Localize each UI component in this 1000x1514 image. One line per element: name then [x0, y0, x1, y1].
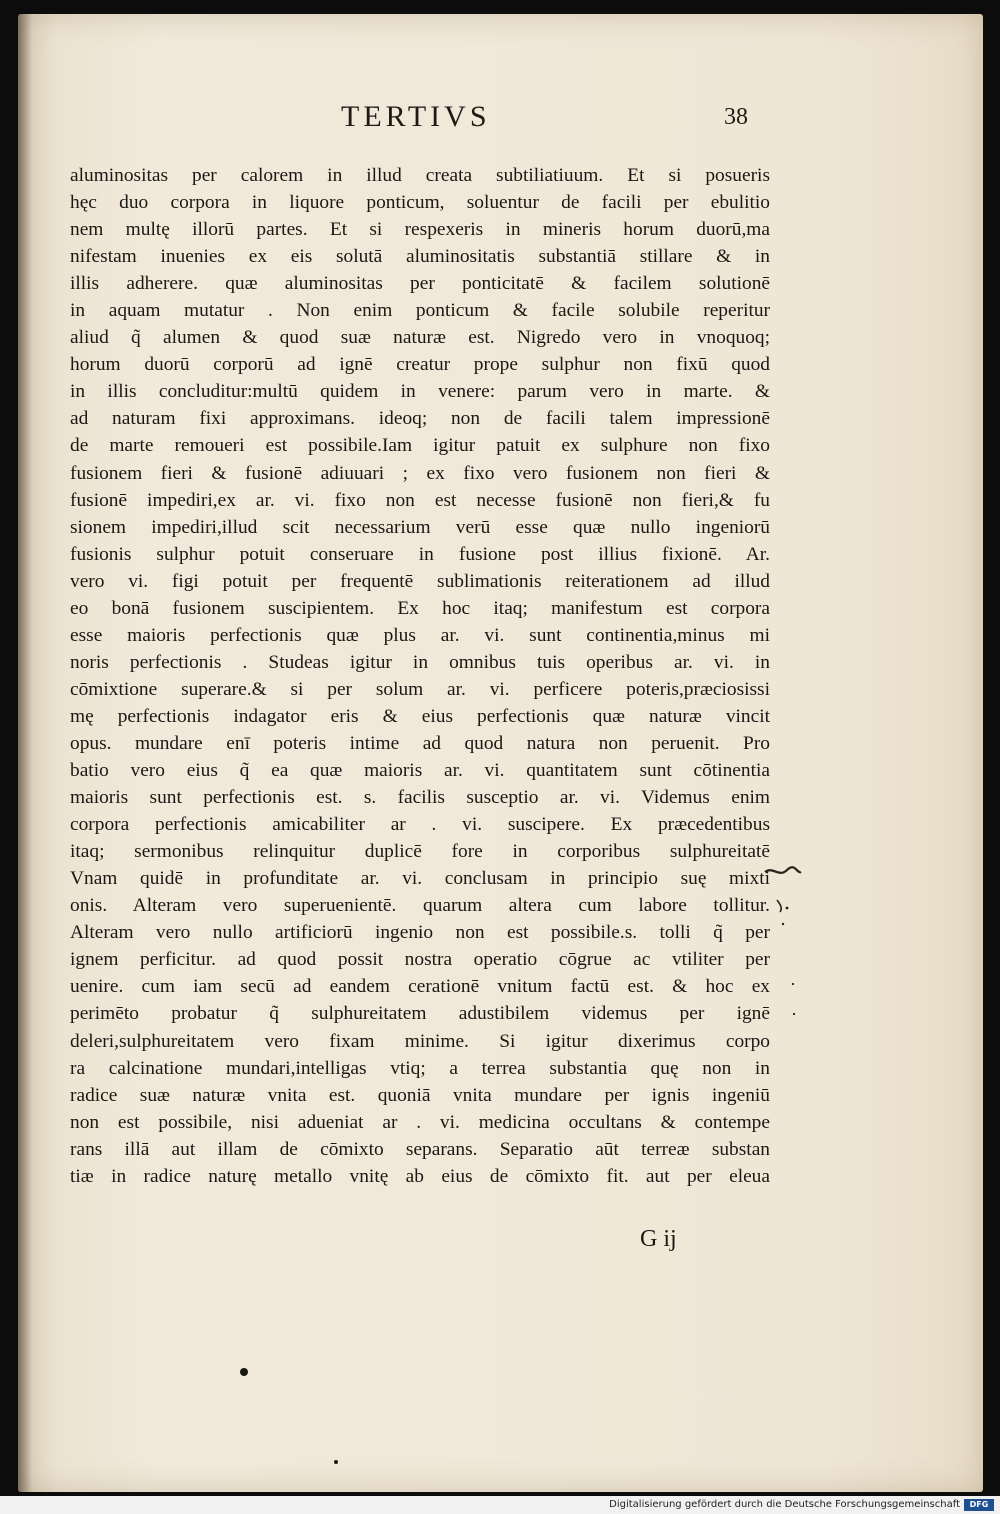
text-line: tiæ in radice naturę metallo vnitę ab eius de cōmixto fit. aut per eleua: [70, 1165, 770, 1187]
text-line: horum duorū corporū ad ignē creatur prope sulphur non fixū quod: [70, 354, 770, 376]
marginal-annotation-icon: [763, 864, 803, 1034]
text-line: in aquam mutatur . Non enim ponticum & facile solubile reperitur: [70, 300, 770, 322]
text-line: in illis concluditur:multū quidem in venere: parum vero in marte. &: [70, 381, 770, 403]
signature-mark: G ij: [640, 1226, 677, 1252]
text-line: ra calcinatione mundari,intelligas vtiq; a terrea substantia quę non in: [70, 1057, 770, 1079]
folio-number: 38: [724, 104, 748, 130]
text-line: rans illā aut illam de cōmixto separans. Separatio aūt terreæ substan: [70, 1138, 770, 1160]
text-line: Alteram vero nullo artificiorū ingenio non est possibile.s. tolli q̃ per: [70, 922, 770, 944]
text-line: radice suæ naturæ vnita est. quoniā vnita mundare per ignis ingeniū: [70, 1084, 770, 1106]
text-line: opus. mundare enī poteris intime ad quod natura non peruenit. Pro: [70, 732, 770, 754]
text-line: maioris sunt perfectionis est. s. facilis susceptio ar. vi. Videmus enim: [70, 787, 770, 809]
digitization-credit: Digitalisierung gefördert durch die Deutsche Forschungsgemeinschaft: [609, 1499, 960, 1510]
text-line: sionem impediri,illud scit necessarium verū esse quæ nullo ingeniorū: [70, 516, 770, 538]
text-line: fusionē impediri,ex ar. vi. fixo non est necesse fusionē non fieri,& fu: [70, 489, 770, 511]
book-page: [18, 14, 983, 1492]
gutter-shadow: [18, 14, 32, 1492]
text-line: fusionem fieri & fusionē adiuuari ; ex fixo vero fusionem non fieri &: [70, 462, 770, 484]
body-text: [70, 162, 770, 1190]
text-line: illis adherere. quæ aluminositas per ponticitatē & facilem solutionē: [70, 273, 770, 295]
text-line: itaq; sermonibus relinquitur duplicē fore in corporibus sulphureitatē: [70, 841, 770, 863]
text-line: mę perfectionis indagator eris & eius perfectionis quæ naturæ vincit: [70, 705, 770, 727]
digitization-footer: [0, 1496, 1000, 1514]
ink-dot: [240, 1368, 248, 1376]
text-line: deleri,sulphureitatem vero fixam minime. Si igitur dixerimus corpo: [70, 1030, 770, 1052]
dfg-logo-icon: DFG: [964, 1499, 994, 1511]
text-line: non est possibile, nisi adueniat ar . vi. medicina occultans & contempe: [70, 1111, 770, 1133]
text-line: onis. Alteram vero superuenientē. quarum altera cum labore tollitur.: [70, 895, 770, 917]
text-line: nifestam inuenies ex eis solutā aluminositatis substantiā stillare & in: [70, 246, 770, 268]
text-line: hęc duo corpora in liquore ponticum, soluentur de facili per ebulitio: [70, 192, 770, 214]
text-line: esse maioris perfectionis quæ plus ar. vi. sunt continentia,minus mi: [70, 624, 770, 646]
text-line: eo bonā fusionem suscipientem. Ex hoc itaq; manifestum est corpora: [70, 597, 770, 619]
text-line: Vnam quidē in profunditate ar. vi. conclusam in principio suę mixti: [70, 868, 770, 890]
text-line: aluminositas per calorem in illud creata subtiliatiuum. Et si posueris: [70, 165, 770, 186]
text-line: noris perfectionis . Studeas igitur in omnibus tuis operibus ar. vi. in: [70, 651, 770, 673]
text-line: batio vero eius q̃ ea quæ maioris ar. vi. quantitatem sunt cōtinentia: [70, 760, 770, 782]
text-line: nem multę illorū partes. Et si respexeris in mineris horum duorū,ma: [70, 219, 770, 241]
text-line: corpora perfectionis amicabiliter ar . vi. suscipere. Ex præcedentibus: [70, 814, 770, 836]
text-line: perimēto probatur q̃ sulphureitatem adustibilem videmus per ignē: [70, 1003, 770, 1025]
text-line: aliud q̃ alumen & quod suæ naturæ est. Nigredo vero in vnoquoq;: [70, 327, 770, 349]
text-line: uenire. cum iam secū ad eandem cerationē vnitum factū est. & hoc ex: [70, 976, 770, 998]
ink-dot: [334, 1460, 338, 1464]
running-title: TERTIVS: [341, 100, 491, 133]
text-line: vero vi. figi potuit per frequentē sublimationis reiterationem ad illud: [70, 570, 770, 592]
text-line: ad naturam fixi approximans. ideoq; non de facili talem impressionē: [70, 408, 770, 430]
text-line: ignem perficitur. ad quod possit nostra operatio cōgrue ac vtiliter per: [70, 949, 770, 971]
text-line: de marte remoueri est possibile.Iam igitur patuit ex sulphure non fixo: [70, 435, 770, 457]
text-line: cōmixtione superare.& si per solum ar. vi. perficere poteris,præciosissi: [70, 678, 770, 700]
text-line: fusionis sulphur potuit conseruare in fusione post illius fixionē. Ar.: [70, 543, 770, 565]
